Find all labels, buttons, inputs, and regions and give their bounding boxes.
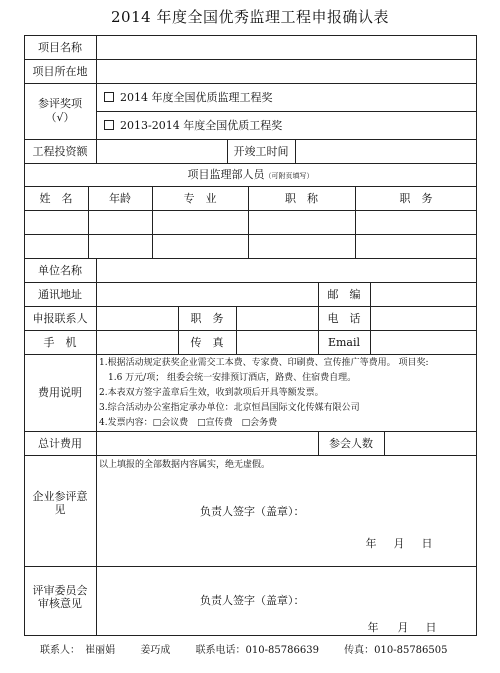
project-location-label: 项目所在地: [32, 65, 88, 78]
enterprise-signature: 负责人签字（盖章）：: [200, 505, 305, 518]
footer-phone: 联系电话：010-85786639: [195, 645, 319, 656]
position-label: 职 务: [190, 312, 224, 325]
footer-contacts: [40, 641, 470, 656]
mobile-label: 手 机: [43, 336, 77, 349]
postcode-label: 邮 编: [327, 288, 361, 301]
committee-signature: 负责人签字（盖章）：: [200, 594, 305, 607]
award-item-label: 参评奖项: [38, 97, 82, 110]
investment-label: 工程投资额: [32, 145, 88, 158]
enterprise-date-day: 日: [421, 537, 433, 550]
award-option-1-text: 2014 年度全国优质监理工程奖: [120, 91, 273, 104]
project-name-label: 项目名称: [38, 41, 82, 54]
staff-header-name: 姓 名: [39, 192, 73, 205]
fee-line-3: 2.本表双方签字盖章后生效，收到款项后开具等额发票。: [99, 388, 324, 398]
footer-contact-1: 崔丽娟: [85, 645, 116, 656]
fee-desc-label: 费用说明: [38, 386, 82, 399]
award-option-1[interactable]: [104, 91, 364, 104]
total-fee-label: 总计费用: [38, 437, 82, 450]
page-title: 2014 年度全国优秀监理工程申报确认表: [111, 8, 389, 26]
staff-header-age: 年龄: [109, 192, 131, 205]
footer-contact-2: 姜巧成: [140, 645, 171, 656]
fax-label: 传 真: [190, 336, 224, 349]
contact-person-label: 申报联系人: [32, 312, 88, 325]
fee-line-2: 1.6 万元/项； 组委会统一安排预订酒店，路费、住宿费自理。: [99, 373, 357, 383]
committee-date-month: 月: [397, 621, 409, 634]
unit-name-label: 单位名称: [38, 264, 82, 277]
enterprise-note: 以上填报的全部数据内容属实，绝无虚假。: [99, 460, 271, 470]
staff-header-position: 职 务: [399, 192, 433, 205]
checkbox-icon[interactable]: [104, 92, 114, 102]
staff-header-title: 职 称: [285, 192, 318, 205]
fee-line-1: 1.根据活动规定获奖企业需交工本费、专家费、印刷费、宣传推广等费用。 项目奖:: [99, 358, 429, 368]
award-check-mark: （√）: [45, 111, 75, 124]
phone-label: 电 话: [327, 312, 361, 325]
enterprise-opinion-label: 企业参评意见: [32, 490, 88, 516]
committee-date-year: 年: [367, 621, 379, 634]
staff-section-note: （可附页填写）: [264, 172, 314, 180]
address-label: 通讯地址: [38, 288, 82, 301]
award-option-2-text: 2013-2014 年度全国优质工程奖: [120, 119, 283, 132]
committee-opinion-label: 评审委员会审核意见: [32, 584, 88, 610]
start-end-time-label: 开竣工时间: [233, 145, 289, 158]
award-option-2[interactable]: [104, 119, 364, 132]
committee-date-day: 日: [425, 621, 437, 634]
checkbox-icon[interactable]: [104, 120, 114, 130]
email-label: Email: [327, 336, 361, 349]
enterprise-date-year: 年: [365, 537, 377, 550]
attendees-label: 参会人数: [329, 437, 373, 450]
fee-line-4: 3.综合活动办公室指定承办单位：北京恒昌国际文化传媒有限公司: [99, 403, 360, 413]
footer-fax: 传真：010-85786505: [344, 645, 448, 656]
staff-section-title: 项目监理部人员（可附页填写）: [187, 168, 314, 181]
staff-header-major: 专 业: [183, 192, 217, 205]
fee-line-5: 4.发票内容：□会议费 □宣传费 □会务费: [99, 418, 278, 428]
footer-contact-label: 联系人：: [40, 645, 80, 656]
enterprise-date-month: 月: [393, 537, 405, 550]
